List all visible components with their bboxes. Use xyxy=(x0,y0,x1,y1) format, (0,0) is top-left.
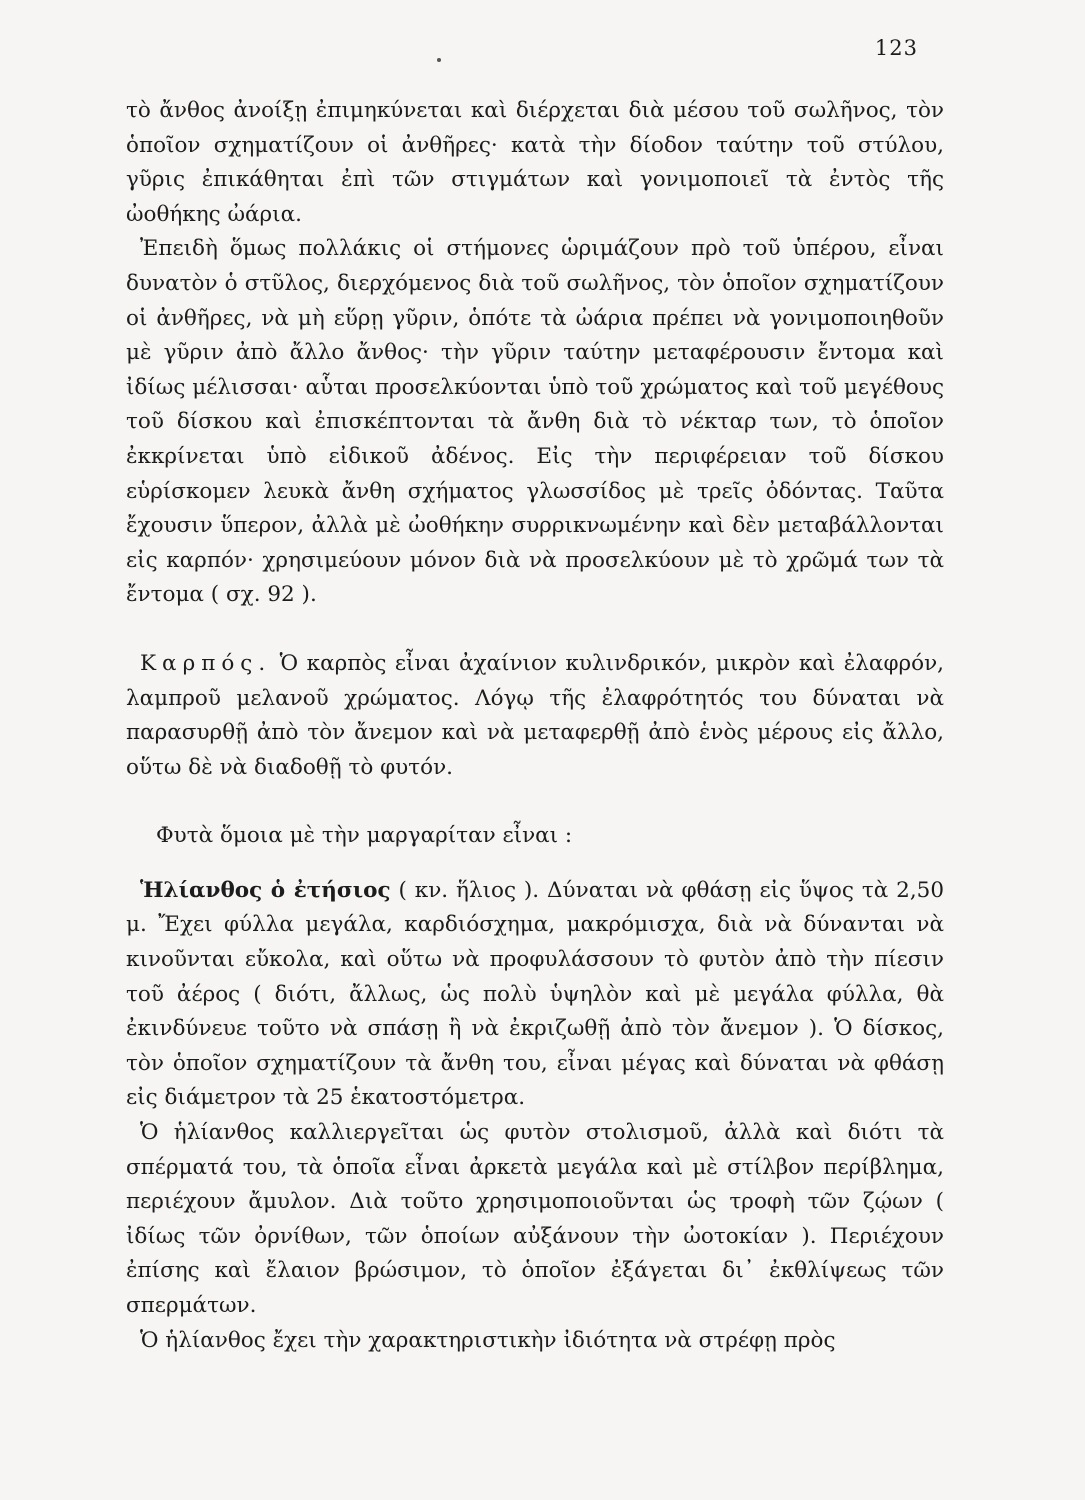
fruit-heading: Καρπός. xyxy=(140,650,272,676)
print-speck xyxy=(437,58,441,62)
sunflower-heading: Ἡλίανθος ὁ ἐτήσιος xyxy=(140,877,391,903)
paragraph-sunflower-uses: Ὁ ἡλίανθος καλλιεργεῖται ὡς φυτὸν στολισμοῦ, ἀλλὰ καὶ διότι τὰ σπέρματά του, τὰ ὁποῖα εἶναι ἀρκετὰ μεγάλα καὶ μὲ στίλβον περίβλημα, περιέχουν ἄμυλον. Διὰ τοῦτο χρησιμοποιοῦνται ὡς τροφὴ τῶν ζῴων ( ἰδίως τῶν ὀρνίθων, τῶν ὁποίων αὐξάνουν τὴν ὠοτοκίαν ). Περιέχουν ἐπίσης καὶ ἔλαιον βρώσιμον, τὸ ὁποῖον ἐξάγεται δι᾽ ἐκθλίψεως τῶν σπερμάτων. xyxy=(126,1120,944,1318)
paragraph-similar-plants: Φυτὰ ὅμοια μὲ τὴν μαργαρίταν εἶναι : xyxy=(156,823,573,849)
paragraph-pollination-end: τὸ ἄνθος ἀνοίξῃ ἐπιμηκύνεται καὶ διέρχεται διὰ μέσου τοῦ σωλῆνος, τὸν ὁποῖον σχηματίζουν οἱ ἀνθῆρες· κατὰ τὴν δίοδον ταύτην τοῦ στύλου, γῦρις ἐπικάθηται ἐπὶ τῶν στιγμάτων καὶ γονιμοποιεῖ τὰ ἐντὸς τῆς ὠοθήκης ὠάρια. xyxy=(126,98,944,227)
sunflower-text: ( κν. ἥλιος ). Δύναται νὰ φθάσῃ εἰς ὕψος τὰ 2,50 μ. Ἔχει φύλλα μεγάλα, καρδιόσχημα, μακρόμισχα, διὰ νὰ δύνανται νὰ κινοῦνται εὔκολα, καὶ οὕτω νὰ προφυλάσσουν τὸ φυτὸν ἀπὸ τὴν πίεσιν τοῦ ἀέρος ( διότι, ἄλλως, ὡς πολὺ ὑψηλὸν καὶ μὲ μεγάλα φύλλα, θὰ ἐκινδύνευε τοῦτο νὰ σπάσῃ ἢ νὰ ἐκριζωθῇ ἀπὸ τὸν ἄνεμον ). Ὁ δίσκος, τὸν ὁποῖον σχηματίζουν τὰ ἄνθη του, εἶναι μέγας καὶ δύναται νὰ φθάσῃ εἰς διάμετρον τὰ 25 ἑκατοστόμετρα. xyxy=(126,877,945,1111)
page-number: 123 xyxy=(874,36,918,60)
body-text xyxy=(126,94,944,1358)
paragraph-sunflower-property: Ὁ ἡλίανθος ἔχει τὴν χαρακτηριστικὴν ἰδιότητα νὰ στρέφῃ πρὸς xyxy=(140,1327,836,1353)
paragraph-fruit xyxy=(126,647,944,785)
fruit-text: Ὁ καρπὸς εἶναι ἀχαίνιον κυλινδρικόν, μικρὸν καὶ ἐλαφρόν, λαμπροῦ μελανοῦ χρώματος. Λόγῳ τῆς ἐλαφρότητός του δύναται νὰ παρασυρθῇ ἀπὸ τὸν ἄνεμον καὶ νὰ μεταφερθῇ ἀπὸ ἑνὸς μέρους εἰς ἄλλο, οὕτω δὲ νὰ διαδοθῇ τὸ φυτόν. xyxy=(126,650,944,780)
paragraph-sunflower xyxy=(126,874,944,1116)
paragraph-insect-pollination: Ἐπειδὴ ὅμως πολλάκις οἱ στήμονες ὡριμάζουν πρὸ τοῦ ὑπέρου, εἶναι δυνατὸν ὁ στῦλος, διερχόμενος διὰ τοῦ σωλῆνος, τὸν ὁποῖον σχηματίζουν οἱ ἀνθῆρες, νὰ μὴ εὕρῃ γῦριν, ὁπότε τὰ ὠάρια πρέπει νὰ γονιμοποιηθοῦν μὲ γῦριν ἀπὸ ἄλλο ἄνθος· τὴν γῦριν ταύτην μεταφέρουσιν ἔντομα καὶ ἰδίως μέλισσαι· αὗται προσελκύονται ὑπὸ τοῦ χρώματος καὶ τοῦ μεγέθους τοῦ δίσκου καὶ ἐπισκέπτονται τὰ ἄνθη διὰ τὸ νέκταρ των, τὸ ὁποῖον ἐκκρίνεται ὑπὸ εἰδικοῦ ἀδένος. Εἰς τὴν περιφέρειαν τοῦ δίσκου εὑρίσκομεν λευκὰ ἄνθη σχήματος γλωσσίδος μὲ τρεῖς ὀδόντας. Ταῦτα ἔχουσιν ὕπερον, ἀλλὰ μὲ ὠοθήκην συρρικνωμένην καὶ δὲν μεταβάλλονται εἰς καρπόν· χρησιμεύουν μόνον διὰ νὰ προσελκύουν μὲ τὸ χρῶμά των τὰ ἔντομα ( σχ. 92 ). xyxy=(126,236,944,608)
